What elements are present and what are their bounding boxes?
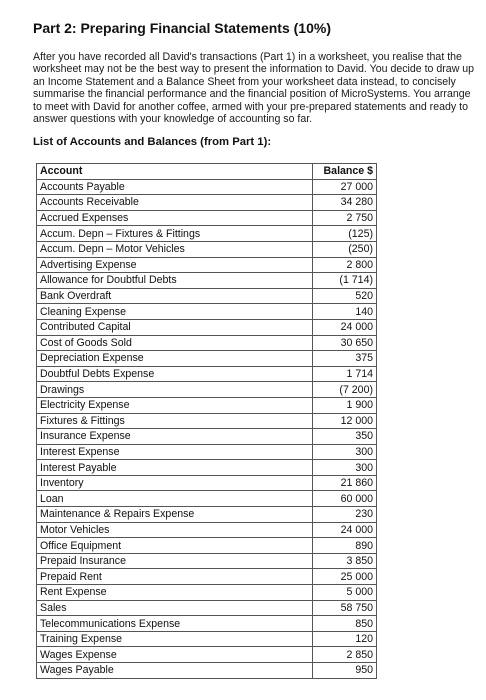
account-name-cell: Loan <box>37 491 313 507</box>
balance-value-cell: 2 800 <box>313 257 377 273</box>
table-row <box>37 429 377 445</box>
account-name-cell: Fixtures & Fittings <box>37 413 313 429</box>
account-name-cell: Doubtful Debts Expense <box>37 366 313 382</box>
account-name-cell: Office Equipment <box>37 538 313 554</box>
balance-value-cell: 60 000 <box>313 491 377 507</box>
accounts-balances-table <box>36 163 377 679</box>
table-row <box>37 382 377 398</box>
balance-value-cell: 34 280 <box>313 195 377 211</box>
account-name-cell: Electricity Expense <box>37 397 313 413</box>
balance-value-cell: (1 714) <box>313 273 377 289</box>
balance-value-cell: 24 000 <box>313 522 377 538</box>
table-row <box>37 304 377 320</box>
account-name-cell: Allowance for Doubtful Debts <box>37 273 313 289</box>
table-header-row <box>37 164 377 180</box>
balance-value-cell: 3 850 <box>313 553 377 569</box>
balance-value-cell: 520 <box>313 288 377 304</box>
table-row <box>37 507 377 523</box>
table-row <box>37 273 377 289</box>
table-body <box>37 179 377 678</box>
balance-value-cell: 350 <box>313 429 377 445</box>
intro-paragraph: After you have recorded all David's transactions (Part 1) in a worksheet, you realise that the worksheet may not be the best way to present the information to David. You decide to draw up an Income Statement and a Balance Sheet from your worksheet data instead, to concisely summarise the financial performance and the financial position of MicroSystems. You arrange to meet with David for another coffee, armed with your pre-prepared statements and ready to answer questions with your knowledge of accounting so far. <box>33 51 475 126</box>
balance-value-cell: 12 000 <box>313 413 377 429</box>
balance-value-cell: (7 200) <box>313 382 377 398</box>
table-row <box>37 413 377 429</box>
table-row <box>37 195 377 211</box>
account-name-cell: Prepaid Rent <box>37 569 313 585</box>
table-row <box>37 444 377 460</box>
table-row <box>37 553 377 569</box>
balance-value-cell: 300 <box>313 460 377 476</box>
balance-value-cell: 140 <box>313 304 377 320</box>
balance-value-cell: 300 <box>313 444 377 460</box>
balance-value-cell: 5 000 <box>313 585 377 601</box>
account-name-cell: Accounts Receivable <box>37 195 313 211</box>
account-name-cell: Depreciation Expense <box>37 351 313 367</box>
account-name-cell: Accum. Depn – Motor Vehicles <box>37 241 313 257</box>
account-name-cell: Wages Payable <box>37 663 313 679</box>
balance-value-cell: 2 850 <box>313 647 377 663</box>
table-row <box>37 585 377 601</box>
balance-column-header: Balance $ <box>313 164 377 180</box>
account-name-cell: Telecommunications Expense <box>37 616 313 632</box>
table-row <box>37 257 377 273</box>
table-row <box>37 335 377 351</box>
account-name-cell: Sales <box>37 600 313 616</box>
balance-value-cell: 25 000 <box>313 569 377 585</box>
balance-value-cell: 30 650 <box>313 335 377 351</box>
table-row <box>37 616 377 632</box>
balance-value-cell: 230 <box>313 507 377 523</box>
table-row <box>37 210 377 226</box>
table-row <box>37 319 377 335</box>
balance-value-cell: 24 000 <box>313 319 377 335</box>
balance-value-cell: 21 860 <box>313 475 377 491</box>
table-row <box>37 366 377 382</box>
balance-value-cell: 2 750 <box>313 210 377 226</box>
table-row <box>37 631 377 647</box>
account-name-cell: Accounts Payable <box>37 179 313 195</box>
balance-value-cell: 950 <box>313 663 377 679</box>
table-row <box>37 397 377 413</box>
balance-value-cell: 58 750 <box>313 600 377 616</box>
account-name-cell: Prepaid Insurance <box>37 553 313 569</box>
table-row <box>37 288 377 304</box>
table-row <box>37 600 377 616</box>
account-name-cell: Interest Payable <box>37 460 313 476</box>
account-name-cell: Cost of Goods Sold <box>37 335 313 351</box>
page-title: Part 2: Preparing Financial Statements (10%) <box>33 20 331 36</box>
balance-value-cell: 1 714 <box>313 366 377 382</box>
table-row <box>37 351 377 367</box>
account-name-cell: Cleaning Expense <box>37 304 313 320</box>
account-name-cell: Drawings <box>37 382 313 398</box>
table-row <box>37 226 377 242</box>
account-name-cell: Training Expense <box>37 631 313 647</box>
account-name-cell: Inventory <box>37 475 313 491</box>
table-row <box>37 647 377 663</box>
balance-value-cell: 1 900 <box>313 397 377 413</box>
table-row <box>37 179 377 195</box>
list-heading: List of Accounts and Balances (from Part 1): <box>33 136 272 148</box>
table-row <box>37 241 377 257</box>
account-name-cell: Advertising Expense <box>37 257 313 273</box>
account-name-cell: Wages Expense <box>37 647 313 663</box>
table-row <box>37 663 377 679</box>
account-column-header: Account <box>37 164 313 180</box>
table-row <box>37 522 377 538</box>
balance-value-cell: 890 <box>313 538 377 554</box>
balance-value-cell: 120 <box>313 631 377 647</box>
account-name-cell: Insurance Expense <box>37 429 313 445</box>
table-row <box>37 569 377 585</box>
account-name-cell: Contributed Capital <box>37 319 313 335</box>
table-row <box>37 460 377 476</box>
account-name-cell: Accrued Expenses <box>37 210 313 226</box>
account-name-cell: Motor Vehicles <box>37 522 313 538</box>
table-row <box>37 491 377 507</box>
balance-value-cell: 850 <box>313 616 377 632</box>
table-row <box>37 475 377 491</box>
account-name-cell: Accum. Depn – Fixtures & Fittings <box>37 226 313 242</box>
balance-value-cell: (250) <box>313 241 377 257</box>
balance-value-cell: (125) <box>313 226 377 242</box>
account-name-cell: Maintenance & Repairs Expense <box>37 507 313 523</box>
account-name-cell: Interest Expense <box>37 444 313 460</box>
balance-value-cell: 375 <box>313 351 377 367</box>
table-row <box>37 538 377 554</box>
account-name-cell: Bank Overdraft <box>37 288 313 304</box>
account-name-cell: Rent Expense <box>37 585 313 601</box>
balance-value-cell: 27 000 <box>313 179 377 195</box>
